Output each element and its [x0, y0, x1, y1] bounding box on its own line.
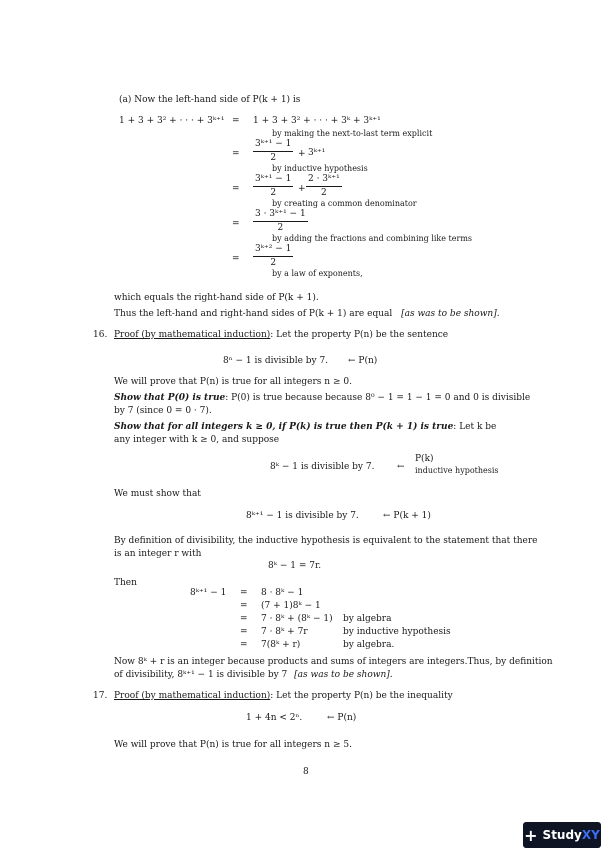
intro-text: : Let the property P(n) be the sentence: [270, 330, 449, 340]
basis-step: [114, 394, 530, 403]
conclusion-line: [114, 671, 393, 680]
inductive-label: Show that for all integers k ≥ 0, if P(k) is true then P(k + 1) is true: [114, 422, 454, 432]
step-note: by creating a common denominator: [272, 199, 417, 208]
chain-expression: 8 · 8ᵏ − 1: [261, 588, 304, 598]
property-tag: ← P(n): [348, 356, 378, 366]
chain-lhs: 1 + 3 + 3² + · · · + 3ᵏ⁺¹: [119, 116, 225, 126]
conclusion-text-continued: of divisibility, 8ᵏ⁺¹ − 1 is divisible by 7: [114, 670, 288, 680]
denominator: 2: [270, 153, 277, 163]
chain-reason: by inductive hypothesis: [343, 627, 451, 637]
equation-r: 8ᵏ − 1 = 7r.: [268, 561, 322, 571]
thus-text: Thus the left-hand and right-hand sides of P(k + 1) are equal: [114, 309, 393, 319]
chain-expression: 7 · 8ᵏ + 7r: [261, 627, 308, 637]
arrow-icon: ←: [397, 462, 405, 472]
step-tail: 3ᵏ⁺¹: [308, 148, 326, 158]
shown-note: [as was to be shown].: [294, 670, 393, 680]
part-a-conclusion: [114, 310, 500, 319]
eq-sign: =: [240, 627, 248, 637]
chain-reason: by algebra: [343, 614, 392, 624]
numerator: 3ᵏ⁺¹ − 1: [255, 139, 292, 149]
inductive-text: : Let k be: [453, 422, 497, 432]
definition-text: By definition of divisibility, the inductive hypothesis is equivalent to the statement that there: [114, 536, 538, 546]
shown-note: [as was to be shown].: [401, 309, 500, 319]
eq-sign: =: [240, 614, 248, 624]
numerator: 3ᵏ⁺¹ − 1: [255, 174, 292, 184]
step-note: by a law of exponents,: [272, 269, 363, 278]
eq-sign: =: [240, 588, 248, 598]
conclusion-text: Now 8ᵏ + r is an integer because products and sums of integers are integers.Thus, by definition: [114, 657, 553, 667]
eq-sign: =: [232, 116, 240, 126]
step-note: by adding the fractions and combining like terms: [272, 234, 473, 243]
property-statement: 1 + 4n < 2ⁿ.: [246, 713, 303, 723]
page-number: 8: [303, 767, 309, 777]
denominator: 2: [270, 188, 277, 198]
will-prove: We will prove that P(n) is true for all integers n ≥ 0.: [114, 377, 352, 387]
chain-lhs: 8ᵏ⁺¹ − 1: [190, 588, 227, 598]
chain-expression: (7 + 1)8ᵏ − 1: [261, 601, 321, 611]
plus-icon: +: [524, 825, 538, 845]
numerator: 3 · 3ᵏ⁺¹ − 1: [255, 209, 306, 219]
eq-sign: =: [232, 184, 240, 194]
eq-sign: =: [232, 219, 240, 229]
then-text: Then: [114, 578, 137, 588]
intro-text: : Let the property P(n) be the inequality: [270, 691, 453, 701]
proof-label: Proof (by mathematical induction): [114, 691, 271, 701]
definition-text-continued: is an integer r with: [114, 549, 202, 559]
property-tag: ← P(n): [327, 713, 357, 723]
problem-16-number: 16.: [93, 330, 108, 340]
step-note: by inductive hypothesis: [272, 164, 368, 173]
hypothesis-statement: 8ᵏ − 1 is divisible by 7.: [270, 462, 375, 472]
eq-sign: =: [232, 149, 240, 159]
inductive-text-continued: any integer with k ≥ 0, and suppose: [114, 435, 280, 445]
problem-17-number: 17.: [93, 691, 108, 701]
eq-sign: =: [240, 640, 248, 650]
will-prove: We will prove that P(n) is true for all integers n ≥ 5.: [114, 740, 352, 750]
step-expression: 1 + 3 + 3² + · · · + 3ᵏ + 3ᵏ⁺¹: [253, 116, 381, 126]
hypothesis-tag: P(k): [415, 454, 434, 464]
hypothesis-tag-note: inductive hypothesis: [415, 466, 499, 475]
which-equals: which equals the right-hand side of P(k + 1).: [114, 293, 319, 303]
proof-label: Proof (by mathematical induction): [114, 330, 271, 340]
fraction: [306, 175, 342, 198]
numerator: 2 · 3ᵏ⁺¹: [308, 174, 340, 184]
eq-sign: =: [232, 254, 240, 264]
goal-statement: 8ᵏ⁺¹ − 1 is divisible by 7.: [246, 511, 359, 521]
denominator: 2: [270, 258, 277, 268]
numerator: 3ᵏ⁺² − 1: [255, 244, 292, 254]
step-note: by making the next-to-last term explicit: [272, 129, 433, 138]
problem-16-intro: [114, 331, 448, 340]
chain-expression: 7 · 8ᵏ + (8ᵏ − 1): [261, 614, 333, 624]
fraction: [253, 210, 308, 233]
denominator: 2: [277, 223, 284, 233]
goal-tag: ← P(k + 1): [383, 511, 431, 521]
part-a-intro: (a) Now the left-hand side of P(k + 1) is: [119, 95, 301, 105]
eq-sign: =: [240, 601, 248, 611]
basis-text: : P(0) is true because because 8⁰ − 1 = 1 − 1 = 0 and 0 is divisible: [225, 393, 531, 403]
must-show: We must show that: [114, 489, 201, 499]
problem-17-intro: [114, 692, 453, 701]
plus-sign: +: [298, 149, 306, 159]
chain-expression: 7(8ᵏ + r): [261, 640, 301, 650]
basis-text-continued: by 7 (since 0 = 0 · 7).: [114, 406, 212, 416]
brand-prefix: Study: [542, 828, 582, 842]
plus-sign: +: [298, 184, 306, 194]
fraction: [253, 140, 293, 163]
property-statement: 8ⁿ − 1 is divisible by 7.: [223, 356, 329, 366]
brand-suffix: XY: [581, 828, 600, 842]
fraction: [253, 245, 293, 268]
chain-reason: by algebra.: [343, 640, 395, 650]
studyxy-badge[interactable]: [523, 822, 601, 848]
denominator: 2: [320, 188, 327, 198]
inductive-step: [114, 423, 496, 432]
basis-label: Show that P(0) is true: [114, 393, 226, 403]
fraction: [253, 175, 293, 198]
